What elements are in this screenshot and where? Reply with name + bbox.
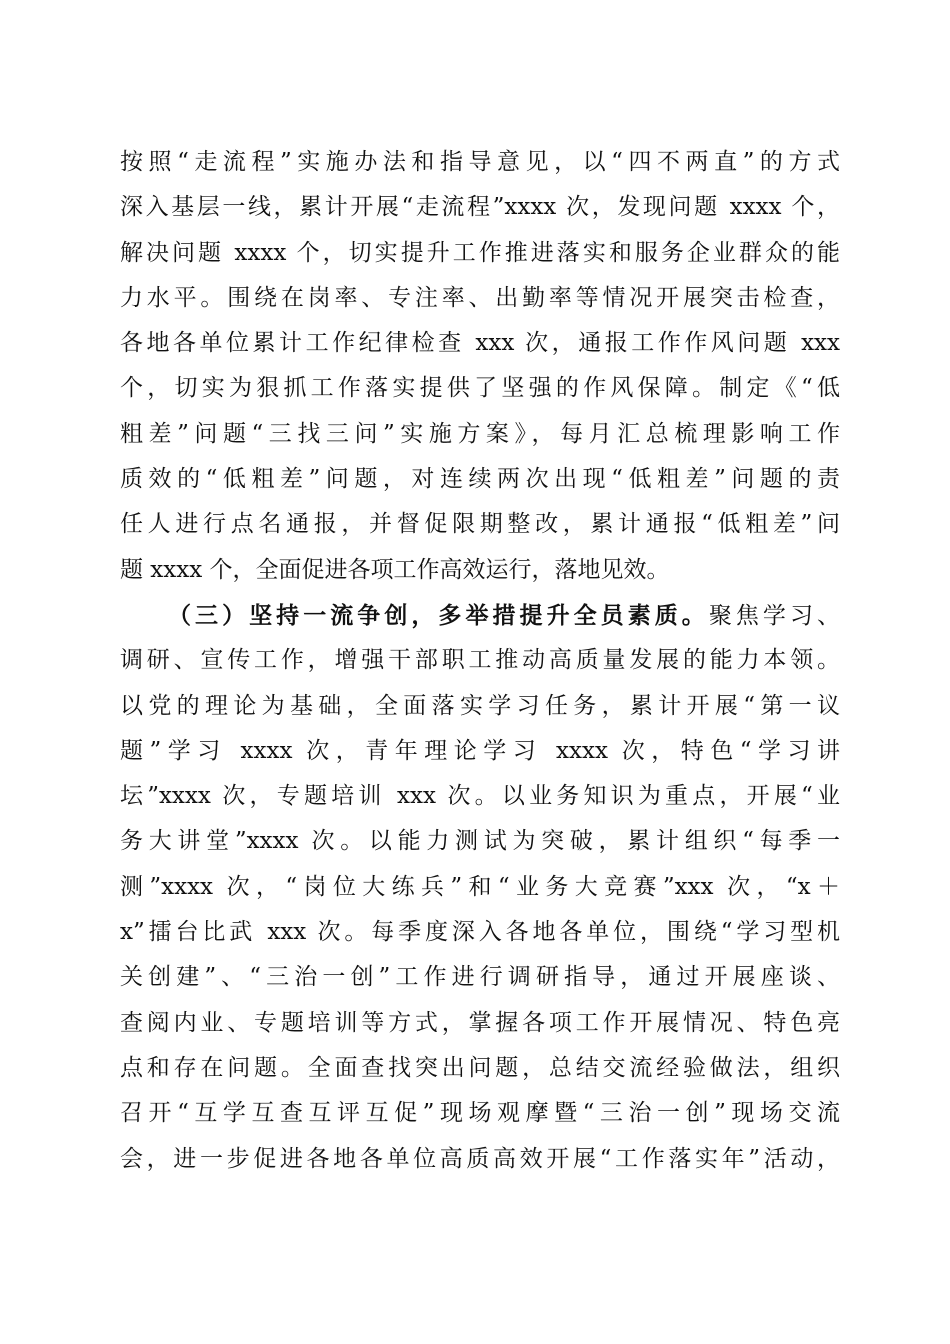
paragraph-line-5: 各地各单位累计工作纪律检查 xxx 次，通报工作作风问题 xxx	[120, 330, 840, 357]
section-3-line-6: 务大讲堂”xxxx 次。以能力测试为突破，累计组织“每季一	[120, 828, 840, 855]
paragraph-line-7: 粗差”问题“三找三问”实施方案》，每月汇总梳理影响工作	[120, 420, 840, 447]
paragraph-line-2: 深入基层一线，累计开展“走流程”xxxx 次，发现问题 xxxx 个，	[120, 194, 840, 221]
paragraph-line-3: 解决问题 xxxx 个，切实提升工作推进落实和服务企业群众的能	[120, 239, 840, 266]
section-3-line-11: 点和存在问题。全面查找突出问题，总结交流经验做法，组织	[120, 1054, 840, 1081]
section-3-first-line	[120, 593, 840, 638]
section-3-line-8: x”擂台比武 xxx 次。每季度深入各地各单位，围绕“学习型机	[120, 919, 840, 946]
section-3-line-2: 调研、宣传工作，增强干部职工推动高质量发展的能力本领。	[120, 647, 840, 674]
section-3-line-4: 题”学习 xxxx 次，青年理论学习 xxxx 次，特色“学习讲	[120, 737, 840, 764]
section-3-line-10: 查阅内业、专题培训等方式，掌握各项工作开展情况、特色亮	[120, 1009, 840, 1036]
section-3-heading: （三）坚持一流争创，多举措提升全员素质。	[168, 601, 709, 629]
paragraph-line-9: 任人进行点名通报，并督促限期整改，累计通报“低粗差”问	[120, 511, 840, 538]
body-text	[120, 140, 840, 1182]
paragraph-line-6: 个，切实为狠抓工作落实提供了坚强的作风保障。制定《“低	[120, 375, 840, 402]
paragraph-line-1: 按照“走流程”实施办法和指导意见，以“四不两直”的方式	[120, 149, 840, 175]
section-3-line-5: 坛”xxxx 次，专题培训 xxx 次。以业务知识为重点，开展“业	[120, 783, 840, 810]
paragraph-line-4: 力水平。围绕在岗率、专注率、出勤率等情况开展突击检查，	[120, 284, 840, 311]
section-3-line-13: 会，进一步促进各地各单位高质高效开展“工作落实年”活动，	[120, 1145, 840, 1172]
section-3-first-line-tail: 聚焦学习、	[708, 602, 841, 629]
section-3-line-12: 召开“互学互查互评互促”现场观摩暨“三治一创”现场交流	[120, 1100, 840, 1127]
paragraph-line-8: 质效的“低粗差”问题，对连续两次出现“低粗差”问题的责	[120, 466, 840, 493]
section-3-line-3: 以党的理论为基础，全面落实学习任务，累计开展“第一议	[120, 692, 840, 719]
section-3-line-7: 测”xxxx 次，“岗位大练兵”和“业务大竞赛”xxx 次，“x＋	[120, 873, 840, 900]
section-3-line-9: 关创建”、“三治一创”工作进行调研指导，通过开展座谈、	[120, 964, 840, 991]
paragraph-line-10: 题 xxxx 个，全面促进各项工作高效运行，落地见效。	[120, 556, 670, 583]
